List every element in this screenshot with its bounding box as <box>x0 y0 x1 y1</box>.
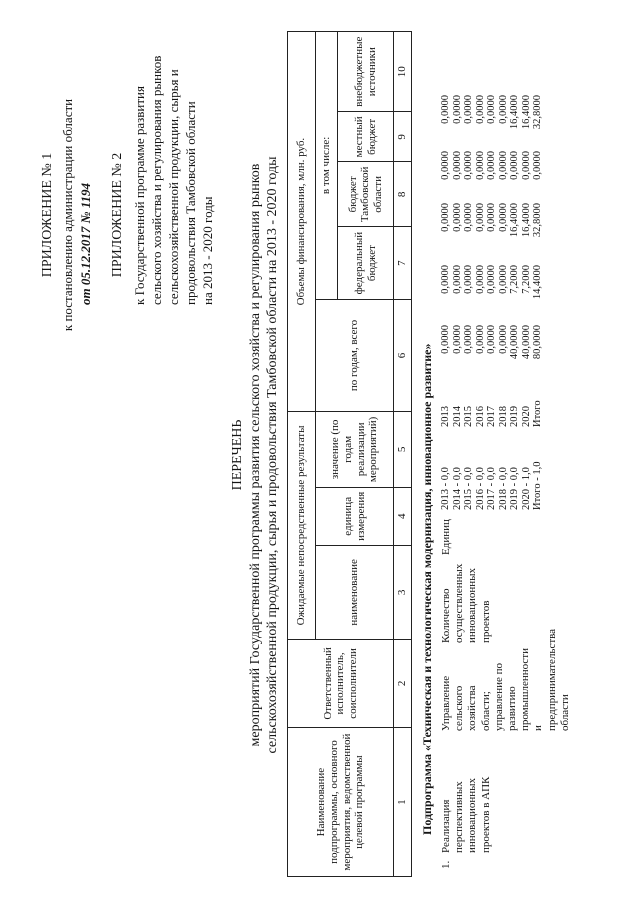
value-cell: 2020 - 1,0 <box>520 467 532 510</box>
col-number: 1 <box>394 728 412 877</box>
header-result-name: наименование <box>316 546 394 640</box>
offbudget-cell: 0,0000 <box>463 95 474 124</box>
local-cell: 0,0000 <box>497 151 509 180</box>
offbudget-cell: 0,0000 <box>440 95 451 124</box>
header-funding: Объемы финансирования, млн. руб. <box>288 32 316 412</box>
year-cell: 2019 <box>509 406 520 427</box>
row-unit: Единиц <box>440 519 452 555</box>
regional-cell: 16,4000 <box>520 203 532 238</box>
regional-cell: 0,0000 <box>463 203 474 232</box>
year-cell: 2016 <box>474 406 486 427</box>
header-executor: Ответственный исполнитель, соисполнители <box>288 639 394 727</box>
federal-cell: 0,0000 <box>474 265 486 294</box>
col-number: 5 <box>394 412 412 487</box>
total-cell: 0,0000 <box>474 325 486 354</box>
col-number: 8 <box>394 162 412 227</box>
row-number: 1. <box>440 860 452 869</box>
local-cell: 0,0000 <box>474 151 486 180</box>
regional-cell: 16,4000 <box>509 203 520 238</box>
value-cell: Итого - 1,0 <box>532 461 543 510</box>
col-number: 3 <box>394 546 412 640</box>
header-name: Наименование подпрограммы, основного мероприятия, ведомственной целевой программы <box>288 728 394 877</box>
appendix2-title: ПРИЛОЖЕНИЕ № 2 <box>110 152 125 278</box>
value-cell: 2019 - 0,0 <box>509 467 520 510</box>
header-results: Ожидаемые непосредственные результаты <box>288 412 316 639</box>
col-number: 7 <box>394 227 412 299</box>
row-result: Количество осуществленных инновационных проектов <box>440 563 492 643</box>
federal-cell: 0,0000 <box>497 265 509 294</box>
header-result-unit: единица измерения <box>316 487 394 545</box>
local-cell: 0,0000 <box>463 151 474 180</box>
year-cell: 2017 <box>486 406 497 427</box>
header-federal: федеральный бюджет <box>338 227 394 299</box>
federal-cell: 0,0000 <box>451 265 463 294</box>
year-cell: 2020 <box>520 406 532 427</box>
year-cell: 2018 <box>497 406 509 427</box>
subprogram-title: Подпрограмма «Техническая и технологическая модернизация, инновационное развитие» <box>420 343 434 835</box>
offbudget-cell: 32,8000 <box>532 95 543 130</box>
regional-cell: 32,8000 <box>532 203 543 238</box>
col-number: 4 <box>394 487 412 545</box>
federal-cell: 7,2000 <box>509 265 520 294</box>
appendix2-line: на 2013 - 2020 годы <box>200 196 215 305</box>
header-local: местный бюджет <box>338 112 394 162</box>
appendix1-line1: к постановлению администрации области <box>60 98 75 332</box>
offbudget-cell: 0,0000 <box>451 95 463 124</box>
total-cell: 40,0000 <box>509 325 520 360</box>
offbudget-cell: 0,0000 <box>497 95 509 124</box>
local-cell: 0,0000 <box>532 151 543 180</box>
total-cell: 0,0000 <box>440 325 451 354</box>
total-cell: 0,0000 <box>486 325 497 354</box>
col-number: 6 <box>394 299 412 411</box>
header-by-years: по годам, всего <box>316 299 394 411</box>
regional-cell: 0,0000 <box>451 203 463 232</box>
document-title: ПЕРЕЧЕНЬ <box>230 419 245 491</box>
federal-cell: 7,2000 <box>520 265 532 294</box>
year-cell: Итого <box>532 400 543 427</box>
local-cell: 0,0000 <box>440 151 451 180</box>
document-subtitle: мероприятий Государственной программы развития сельского хозяйства и регулирования рынков <box>248 163 263 747</box>
value-cell: 2016 - 0,0 <box>474 467 486 510</box>
offbudget-cell: 0,0000 <box>474 95 486 124</box>
total-cell: 0,0000 <box>463 325 474 354</box>
value-cell: 2017 - 0,0 <box>486 467 497 510</box>
appendix2-line: к Государственной программе развития <box>132 86 147 305</box>
federal-cell: 0,0000 <box>486 265 497 294</box>
value-cell: 2015 - 0,0 <box>463 467 474 510</box>
federal-cell: 14,4000 <box>532 265 543 300</box>
header-result-value: значение (по годам реализации мероприятий) <box>316 412 394 487</box>
federal-cell: 0,0000 <box>440 265 451 294</box>
total-cell: 0,0000 <box>451 325 463 354</box>
regional-cell: 0,0000 <box>486 203 497 232</box>
year-cell: 2014 <box>451 406 463 427</box>
value-cell: 2014 - 0,0 <box>451 467 463 510</box>
value-cell: 2013 - 0,0 <box>440 467 451 510</box>
offbudget-cell: 16,4000 <box>509 95 520 130</box>
measures-table <box>287 31 412 877</box>
total-cell: 40,0000 <box>520 325 532 360</box>
col-number: 2 <box>394 639 412 727</box>
local-cell: 0,0000 <box>520 151 532 180</box>
year-cell: 2015 <box>463 406 474 427</box>
total-cell: 0,0000 <box>497 325 509 354</box>
appendix2-line: сельскохозяйственной продукции, сырья и <box>166 69 181 305</box>
col-number: 10 <box>394 32 412 112</box>
header-including: в том числе: <box>316 32 338 300</box>
local-cell: 0,0000 <box>486 151 497 180</box>
appendix1-title: ПРИЛОЖЕНИЕ № 1 <box>40 152 55 278</box>
total-cell: 80,0000 <box>532 325 543 360</box>
offbudget-cell: 0,0000 <box>486 95 497 124</box>
local-cell: 0,0000 <box>509 151 520 180</box>
row-executor: Управление сельского хозяйства области; управление по развитию промышленности и предпринимательства области <box>440 628 571 731</box>
appendix2-line: сельского хозяйства и регулирования рынков <box>149 55 164 305</box>
federal-cell: 0,0000 <box>463 265 474 294</box>
appendix2-line: продовольствия Тамбовской области <box>183 101 198 305</box>
regional-cell: 0,0000 <box>474 203 486 232</box>
regional-cell: 0,0000 <box>440 203 451 232</box>
appendix1-date-number: от 05.12.2017 № 1194 <box>78 182 93 305</box>
col-number: 9 <box>394 112 412 162</box>
header-offbudget: внебюджетные источники <box>338 32 394 112</box>
offbudget-cell: 16,4000 <box>520 95 532 130</box>
value-cell: 2018 - 0,0 <box>497 467 509 510</box>
regional-cell: 0,0000 <box>497 203 509 232</box>
local-cell: 0,0000 <box>451 151 463 180</box>
row-name: Реализация перспективных инновационных проектов в АПК <box>440 776 492 853</box>
header-regional: бюджет Тамбовской области <box>338 162 394 227</box>
document-subtitle: сельскохозяйственной продукции, сырья и продовольствия Тамбовской области на 2013 - 2020 годы <box>265 156 280 754</box>
year-cell: 2013 <box>440 406 451 427</box>
